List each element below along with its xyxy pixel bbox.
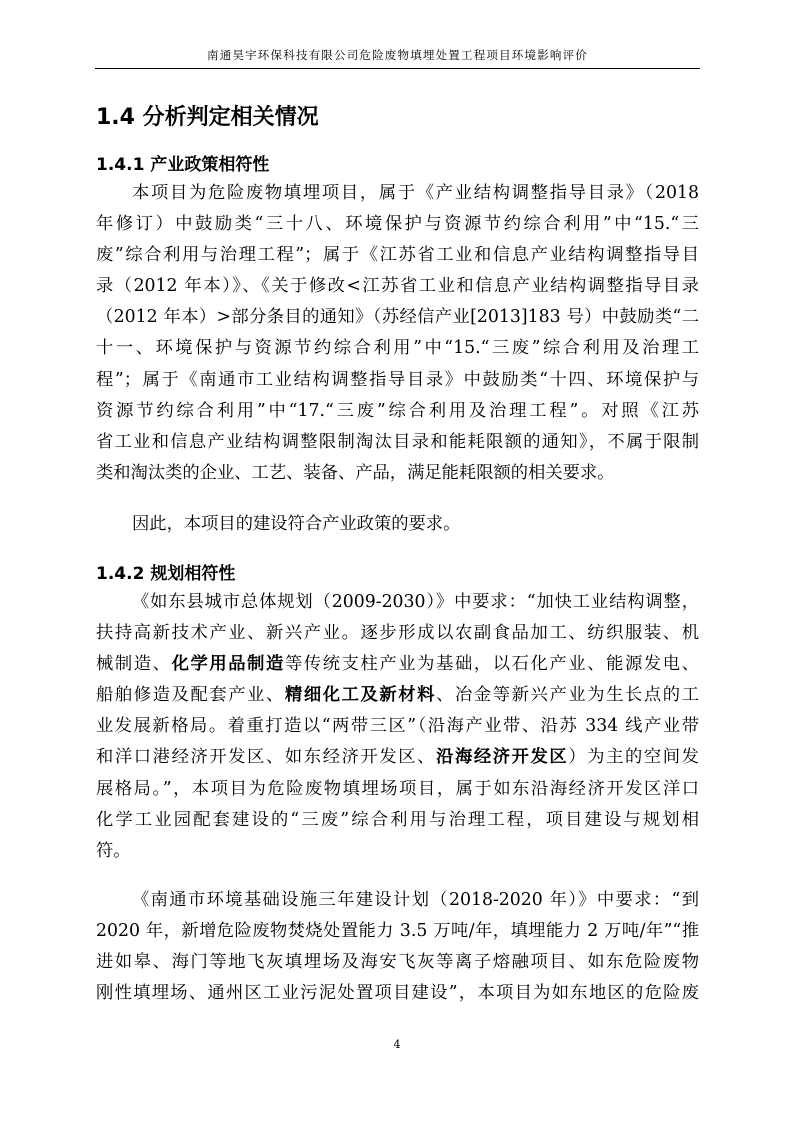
emphasis-text: 精细化工及新材料	[284, 685, 437, 706]
text-line: 业发展新格局。着重打造以“两带三区”（沿海产业带、沿苏 334 线产业带	[96, 716, 699, 737]
text-line: 类和淘汰类的企业、工艺、装备、产品，满足能耗限额的相关要求。	[96, 462, 615, 483]
text-span: ）为主的空间发	[568, 747, 699, 768]
text-span: 械制造、	[96, 654, 172, 675]
paragraph-nantong-plan	[96, 885, 699, 1009]
header-rule	[95, 68, 700, 69]
text-span: 、冶金等新兴产业为生长点的工	[436, 685, 699, 706]
paragraph-rudong-plan	[96, 587, 699, 867]
text-line: 《如东县城市总体规划（2009-2030）》中要求：“加快工业结构调整，	[132, 592, 699, 612]
text-line: 进如皋、海门等地飞灰填埋场及海安飞灰等离子熔融项目、如东危险废物	[96, 952, 699, 973]
text-span: 和洋口港经济开发区、如东经济开发区、	[96, 747, 437, 768]
text-line: 因此，本项目的建设符合产业政策的要求。	[132, 514, 461, 534]
text-line: 省工业和信息产业结构调整限制淘汰目录和能耗限额的通知》，不属于限制	[96, 431, 699, 452]
text-line	[96, 680, 699, 711]
text-line	[96, 649, 699, 680]
page-number: 4	[393, 1038, 401, 1051]
text-line: 资源节约综合利用”中“17.“三废”综合利用及治理工程”。对照《江苏	[96, 400, 699, 421]
text-line: 2020 年，新增危险废物焚烧处置能力 3.5 万吨/年，填埋能力 2 万吨/年”“推	[96, 921, 699, 942]
section-heading: 1.4 分析判定相关情况	[96, 105, 319, 130]
text-line: 年修订）中鼓励类“三十八、环境保护与资源节约综合利用”中“15.“三	[96, 214, 699, 235]
text-line: 录（2012 年本）》、《关于修改<江苏省工业和信息产业结构调整指导目录	[96, 276, 699, 297]
text-line: 扶持高新技术产业、新兴产业。逐步形成以农副食品加工、纺织服装、机	[96, 623, 699, 644]
emphasis-text: 化学用品制造	[171, 654, 285, 675]
text-line: （2012 年本）>部分条目的通知》（苏经信产业[2013]183 号）中鼓励类“二	[96, 307, 699, 328]
text-line: 《南通市环境基础设施三年建设计划（2018-2020 年）》中要求：“到	[132, 890, 699, 910]
text-line: 展格局。”，本项目为危险废物填埋场项目，属于如东沿海经济开发区洋口	[96, 778, 699, 799]
subsection-heading-1-4-2: 1.4.2 规划相符性	[96, 564, 236, 584]
text-span: 等传统支柱产业为基础，以石化产业、能源发电、	[284, 654, 699, 675]
text-line: 程”；属于《南通市工业结构调整指导目录》中鼓励类“十四、环境保护与	[96, 369, 699, 390]
text-line: 符。	[96, 840, 131, 861]
text-span: 船舶修造及配套产业、	[96, 685, 285, 706]
text-line: 本项目为危险废物填埋项目，属于《产业结构调整指导目录》（2018	[132, 183, 699, 203]
text-line: 十一、环境保护与资源节约综合利用”中“15.“三废”综合利用及治理工	[96, 338, 699, 359]
text-line	[96, 742, 699, 773]
emphasis-text: 沿海经济开发区	[436, 747, 569, 768]
text-line: 化学工业园配套建设的“三废”综合利用与治理工程，项目建设与规划相	[96, 809, 699, 830]
text-line: 刚性填埋场、通州区工业污泥处置项目建设”，本项目为如东地区的危险废	[96, 983, 699, 1004]
text-line: 废”综合利用与治理工程”；属于《江苏省工业和信息产业结构调整指导目	[96, 245, 699, 266]
subsection-heading-1-4-1: 1.4.1 产业政策相符性	[96, 155, 270, 175]
paragraph-industrial-policy	[96, 178, 699, 489]
paragraph-conclusion	[96, 509, 699, 540]
page-header: 南通昊宇环保科技有限公司危险废物填埋处置工程项目环境影响评价	[207, 48, 588, 62]
